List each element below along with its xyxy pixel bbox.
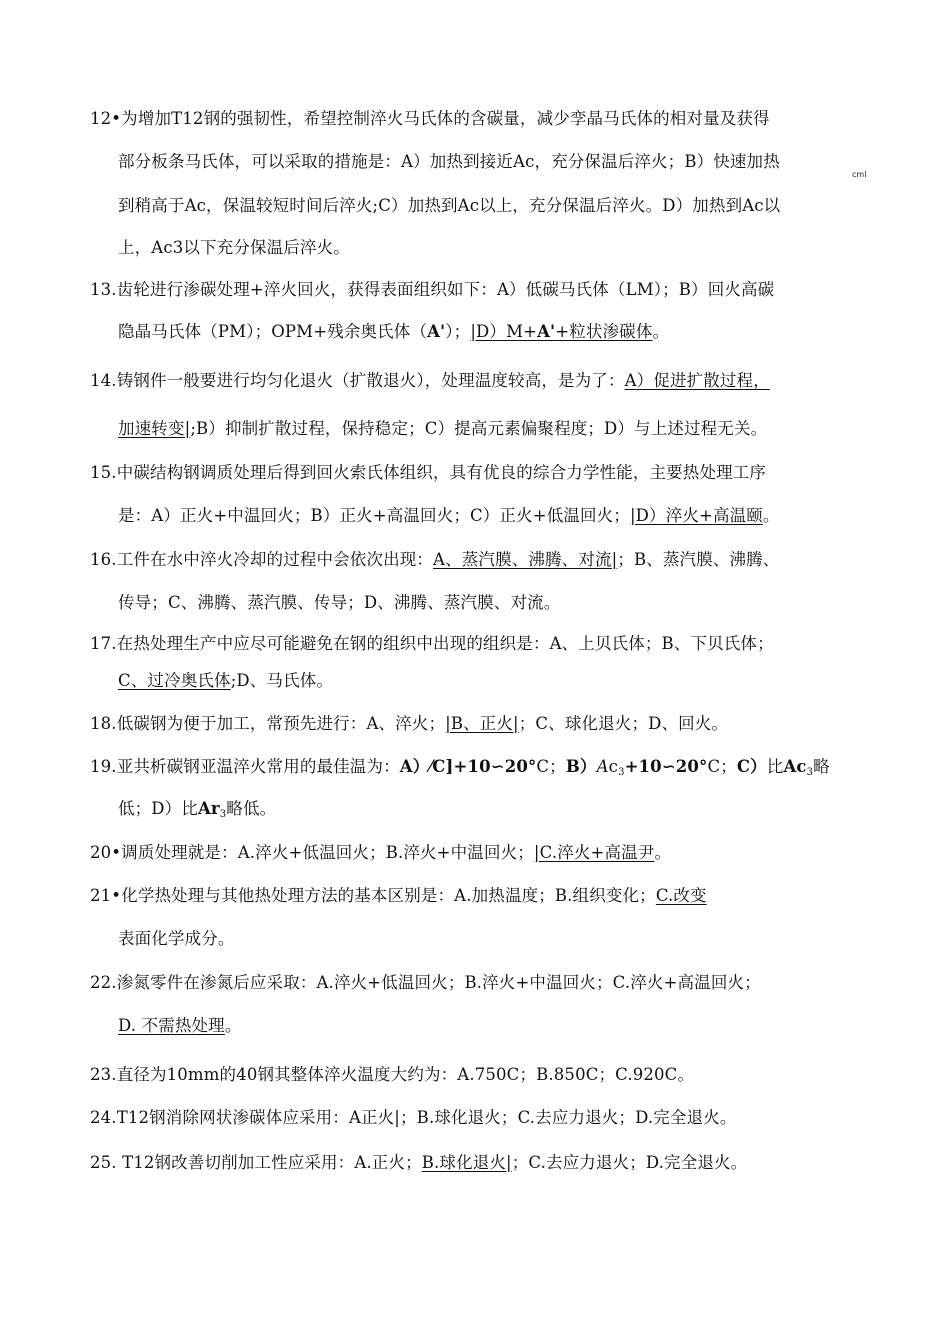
- q19-option-b-c: c: [608, 757, 619, 776]
- q23-line-1: 23.直径为10mm的40钢其整体淬火温度大约为：A.750C；B.850C；C.920C。: [90, 1065, 695, 1084]
- q20-end: 。: [654, 843, 672, 862]
- q19-option-c: C）: [736, 757, 767, 776]
- q19-line-2: [118, 798, 276, 826]
- q25-answer: B.球化退火|: [421, 1153, 512, 1172]
- q19-option-c-sub: 3: [806, 767, 814, 778]
- q14-text: 14.铸钢件一般要进行均匀化退火（扩散退火），处理温度较高，是为了：: [90, 371, 625, 390]
- q18-line-1: [90, 713, 728, 735]
- q19-line-1: [90, 756, 830, 784]
- q16-line-1: [90, 549, 779, 571]
- q20-line-1: [90, 842, 671, 864]
- q15-text: 是：A）正火+中温回火；B）正火+高温回火；C）正火+低温回火；: [118, 506, 630, 525]
- q21-answer: C.改变: [655, 886, 707, 905]
- q14-answer-part-1: A）促进扩散过程，: [624, 371, 770, 390]
- q13-line-1: 13.齿轮进行渗碳处理+淬火回火，获得表面组织如下：A）低碳马氏体（LM）；B）回火高碳: [90, 280, 775, 299]
- q19-option-a-value: ⁄C]+10∽20°: [429, 757, 537, 776]
- q14-line-1: [90, 370, 770, 392]
- q25-text: 25. T12钢改善切削加工性应采用：A.正火；: [90, 1153, 422, 1172]
- q18-text: 18.低碳钢为便于加工，常预先进行：A、淬火；: [90, 714, 446, 733]
- q16-answer: A、蒸汽膜、沸腾、对流|: [433, 550, 618, 569]
- q19-option-b-unit: C；: [707, 757, 737, 776]
- q19-text: 19.亚共析碳钢亚温淬火常用的最佳温为：: [90, 757, 400, 776]
- q17-line-2: [118, 670, 333, 692]
- q16-line-2: 传导；C、沸腾、蒸汽膜、传导；D、沸腾、蒸汽膜、对流。: [118, 593, 561, 612]
- q21-line-2: 表面化学成分。: [118, 929, 235, 948]
- q17-answer: C、过冷奥氏体: [118, 671, 231, 690]
- q14-text-2: ;B）抑制扩散过程，保持稳定；C）提高元素偏聚程度；D）与上述过程无关。: [190, 419, 768, 438]
- q17-line-1: 17.在热处理生产中应尽可能避免在钢的组织中出现的组织是：A、上贝氏体；B、下贝氏体；: [90, 634, 774, 653]
- q19-option-d: 低；D）比: [118, 799, 198, 818]
- q19-option-c-end: 略: [813, 757, 830, 776]
- q18-answer: |B、正火|: [445, 714, 519, 733]
- q25-text-2: ；C.去应力退火；D.完全退火。: [511, 1153, 748, 1172]
- q22-answer: D. 不需热处理: [118, 1016, 225, 1035]
- q19-option-b-a: A: [596, 757, 609, 776]
- q13-answer-part-3: +粒状渗碳体: [555, 322, 653, 341]
- q12-line-2: 部分板条马氏体，可以采取的措施是：A）加热到接近Ac，充分保温后淬火；B）快速加热: [118, 152, 780, 171]
- q12-line-3: 到稍高于Ac，保温较短时间后淬火;C）加热到Ac以上，充分保温后淬火。D）加热到Ac以: [118, 196, 781, 215]
- q19-option-a-unit: C；: [536, 757, 566, 776]
- q19-option-b-sub: 3: [618, 767, 625, 778]
- q20-text: 20•调质处理就是：A.淬火+低温回火；B.淬火+中温回火；: [90, 843, 534, 862]
- q15-line-2: [118, 505, 780, 527]
- q22-line-1: 22.渗氮零件在渗氮后应采取：A.淬火+低温回火；B.淬火+中温回火；C.淬火+高温回火；: [90, 973, 761, 992]
- q16-text-2: ；B、蒸汽膜、沸腾、: [617, 550, 780, 569]
- q19-option-d-end: 略低。: [226, 799, 277, 818]
- q12-line-4: 上，Ac3以下充分保温后淬火。: [118, 238, 350, 257]
- q15-line-1: 15.中碳结构钢调质处理后得到回火索氏体组织，具有优良的综合力学性能，主要热处理工序: [90, 463, 767, 482]
- q12-line-1: 12•为增加T12钢的强韧性，希望控制淬火马氏体的含碳量，减少孪晶马氏体的相对量及获得: [90, 109, 770, 128]
- q12-note: cml: [852, 170, 867, 179]
- q15-end: 。: [762, 506, 780, 525]
- q19-option-d-sub: 3: [219, 809, 227, 820]
- q22-end: 。: [224, 1016, 242, 1035]
- q14-line-2: [118, 418, 767, 440]
- q15-answer: |D）淬火+高温颐: [629, 506, 763, 525]
- q13-answer-part-1: |D）M+: [470, 322, 538, 341]
- q19-option-a: A）: [399, 757, 430, 776]
- q19-option-d-ar: Ar: [197, 799, 220, 818]
- q13-text: 隐晶马氏体（PM）；OPM+残余奥氏体（: [118, 322, 428, 341]
- q20-answer: |C.淬火+高温尹: [533, 843, 655, 862]
- q19-option-c-text: 比: [766, 757, 784, 776]
- q18-text-2: ；C、球化退火；D、回火。: [518, 714, 729, 733]
- q13-answer: [470, 322, 652, 341]
- q19-option-c-ac: Ac: [783, 757, 807, 776]
- q13-text-2: ）；: [445, 322, 471, 341]
- q13-end: 。: [652, 322, 670, 341]
- q19-option-b-value: +10∽20°: [624, 757, 708, 776]
- q21-text: 21•化学热处理与其他热处理方法的基本区别是：A.加热温度；B.组织变化；: [90, 886, 656, 905]
- q21-line-1: [90, 885, 707, 907]
- q19-option-b: B）: [565, 757, 597, 776]
- q13-a-prime: A': [427, 322, 446, 341]
- q13-answer-part-2: A': [537, 322, 556, 341]
- q14-answer-part-2: 加速转变|: [118, 419, 191, 438]
- q22-line-2: [118, 1015, 242, 1037]
- q16-text: 16.工件在水中淬火冷却的过程中会依次出现：: [90, 550, 434, 569]
- q13-line-2: [118, 321, 669, 343]
- q24-line-1: 24.T12钢消除网状渗碳体应采用：A正火|；B.球化退火；C.去应力退火；D.完全退火。: [90, 1108, 737, 1127]
- q25-line-1: [90, 1152, 747, 1174]
- q17-text-2: ;D、马氏体。: [230, 671, 334, 690]
